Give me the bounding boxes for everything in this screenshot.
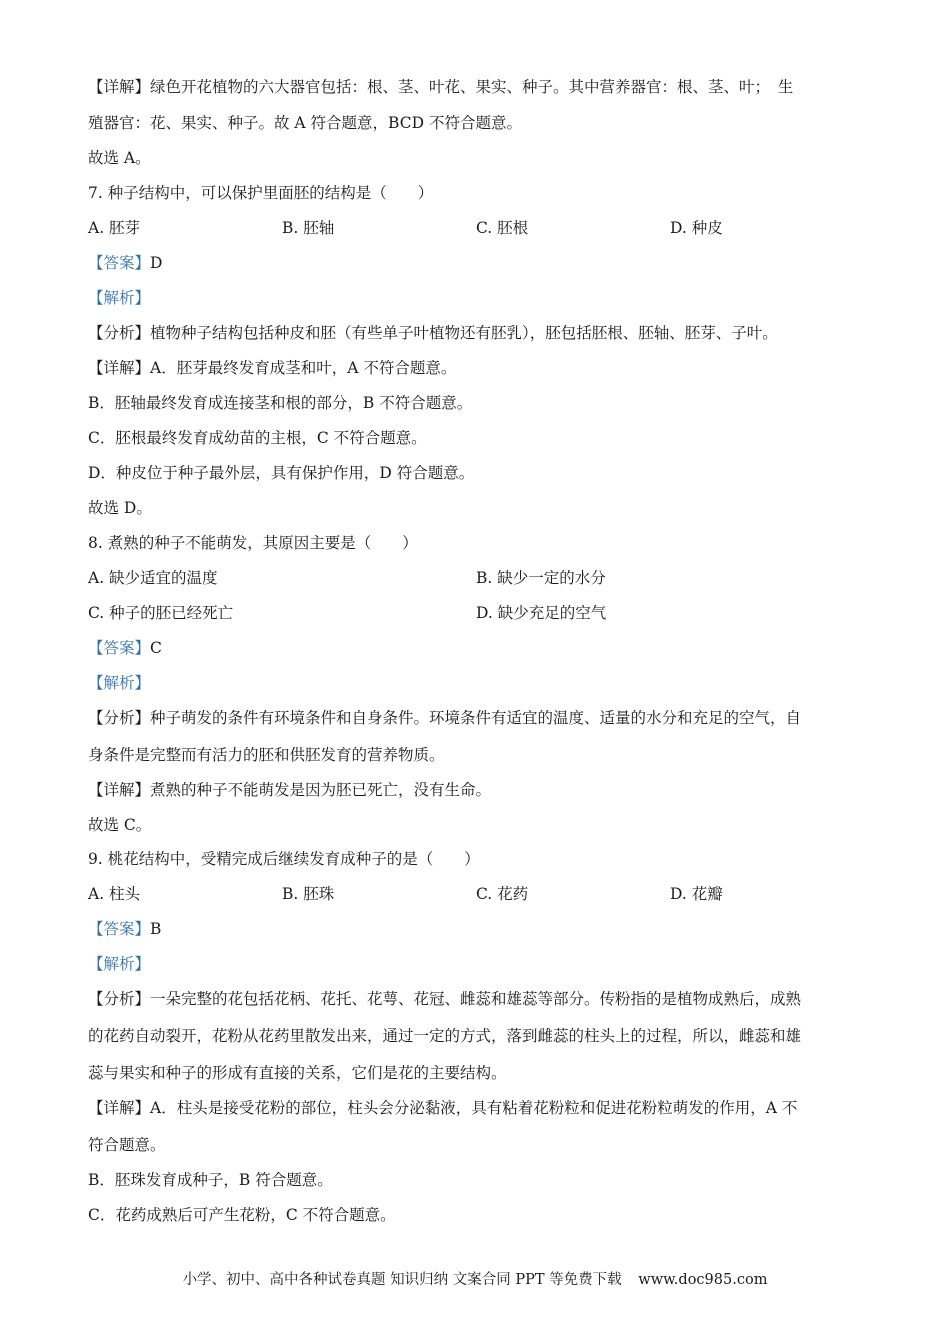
q7-option-b: B. 胚轴 [282, 219, 335, 237]
q9-analysis-tag: 【解析】 [88, 955, 151, 973]
answer-value: B [150, 920, 162, 938]
detail-paragraph-cont: 殖器官：花、果实、种子。故 A 符合题意，BCD 不符合题意。 [88, 114, 522, 132]
q8-choose: 故选 C。 [88, 816, 152, 834]
question-9: 9. 桃花结构中，受精完成后继续发育成种子的是（ ） [88, 850, 480, 868]
q7-choose: 故选 D。 [88, 499, 152, 517]
q7-option-d: D. 种皮 [670, 219, 723, 237]
answer-tag: 【答案】 [88, 920, 151, 938]
page-footer [0, 1268, 950, 1289]
q8-option-b: B. 缺少一定的水分 [476, 569, 606, 587]
q9-detail-b: B．胚珠发育成种子，B 符合题意。 [88, 1171, 333, 1189]
footer-text: 小学、初中、高中各种试卷真题 知识归纳 文案合同 PPT 等免费下载 [182, 1272, 622, 1288]
q9-option-d: D. 花瓣 [670, 885, 723, 903]
footer-url[interactable]: www.doc985.com [638, 1272, 768, 1288]
q9-option-b: B. 胚珠 [282, 885, 335, 903]
q7-detail-a: 【详解】A．胚芽最终发育成茎和叶，A 不符合题意。 [88, 359, 457, 377]
q9-detail-a-cont: 符合题意。 [88, 1136, 166, 1154]
detail-paragraph: 【详解】绿色开花植物的六大器官包括：根、茎、叶花、果实、种子。其中营养器官：根、茎、叶； 生 [88, 78, 794, 96]
q9-fenxi-3: 蕊与果实和种子的形成有直接的关系，它们是花的主要结构。 [88, 1064, 507, 1082]
q8-option-d: D. 缺少充足的空气 [476, 604, 607, 622]
q7-fenxi: 【分析】植物种子结构包括种皮和胚（有些单子叶植物还有胚乳），胚包括胚根、胚轴、胚芽、子叶。 [88, 324, 778, 342]
q7-answer [88, 252, 162, 274]
q9-detail-a: 【详解】A．柱头是接受花粉的部位，柱头会分泌黏液，具有粘着花粉粒和促进花粉粒萌发的作用，A 不 [88, 1099, 798, 1117]
q9-fenxi-1: 【分析】一朵完整的花包括花柄、花托、花萼、花冠、雌蕊和雄蕊等部分。传粉指的是植物成熟后，成熟 [88, 990, 802, 1008]
answer-value: C [150, 639, 162, 657]
q8-fenxi-2: 身条件是完整而有活力的胚和供胚发育的营养物质。 [88, 746, 445, 764]
choose-line: 故选 A。 [88, 149, 151, 167]
q7-detail-b: B．胚轴最终发育成连接茎和根的部分，B 不符合题意。 [88, 394, 473, 412]
q8-answer [88, 637, 162, 659]
q8-analysis-tag: 【解析】 [88, 674, 151, 692]
q7-analysis-tag: 【解析】 [88, 289, 151, 307]
question-7: 7. 种子结构中，可以保护里面胚的结构是（ ） [88, 184, 434, 202]
q8-option-c: C. 种子的胚已经死亡 [88, 604, 234, 622]
q7-detail-d: D．种皮位于种子最外层，具有保护作用，D 符合题意。 [88, 464, 475, 482]
q9-fenxi-2: 的花药自动裂开，花粉从花药里散发出来，通过一定的方式，落到雌蕊的柱头上的过程，所以，雌蕊和雄 [88, 1027, 802, 1045]
q9-option-c: C. 花药 [476, 885, 529, 903]
q9-option-a: A. 柱头 [88, 885, 141, 903]
q8-fenxi-1: 【分析】种子萌发的条件有环境条件和自身条件。环境条件有适宜的温度、适量的水分和充足的空气，自 [88, 709, 802, 727]
q8-detail: 【详解】煮熟的种子不能萌发是因为胚已死亡，没有生命。 [88, 781, 492, 799]
q7-detail-c: C．胚根最终发育成幼苗的主根，C 不符合题意。 [88, 429, 427, 447]
answer-value: D [150, 254, 163, 272]
answer-tag: 【答案】 [88, 254, 151, 272]
q8-option-a: A. 缺少适宜的温度 [88, 569, 218, 587]
question-8: 8. 煮熟的种子不能萌发，其原因主要是（ ） [88, 534, 418, 552]
q9-detail-c: C．花药成熟后可产生花粉，C 不符合题意。 [88, 1206, 396, 1224]
q9-answer [88, 918, 161, 940]
answer-tag: 【答案】 [88, 639, 151, 657]
q7-option-a: A. 胚芽 [88, 219, 141, 237]
q7-option-c: C. 胚根 [476, 219, 529, 237]
